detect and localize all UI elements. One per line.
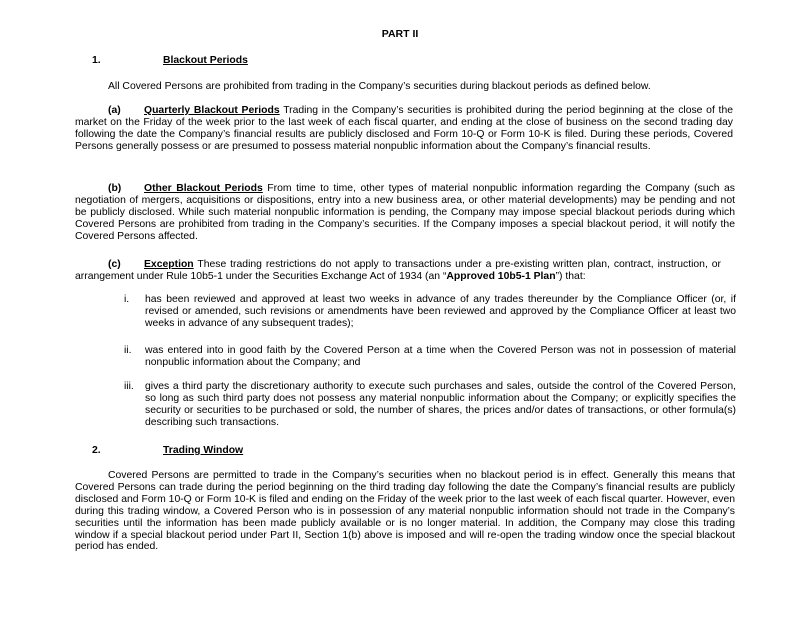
section-1-heading: [92, 55, 248, 67]
subsection-c-title: Exception: [144, 259, 194, 270]
subsection-c-label: (c): [108, 259, 121, 270]
section-1-number: 1.: [92, 55, 101, 66]
subsection-a-text: Trading in the Company’s securities is prohibited during the period beginning at the close of the market on the Friday of the week prior to the last week of each fiscal quarter, and ending at the close of business on the second trading day following the date the Company’s financial results are publicly disclosed and Form 10-Q or Form 10-K is filed. During these periods, Covered Persons generally possess or are presumed to possess material nonpublic information about the Company’s financial results.: [75, 105, 734, 152]
section-1-intro: [75, 81, 755, 93]
subsection-c: [75, 259, 721, 283]
exception-item-iii-numeral: iii.: [124, 381, 134, 392]
exception-item-i-text: has been reviewed and approved at least two weeks in advance of any trades thereunder by the Compliance Officer (or, if revised or amended, such revisions or amendments have been reviewed and approved by the Compliance Officer at least two weeks in advance of any subsequent trades);: [145, 294, 736, 329]
exception-item-iii-text: gives a third party the discretionary authority to execute such purchases and sales, outside the control of the Covered Person, so long as such third party does not possess any material nonpublic information about the Company; or explicitly specifies the security or securities to be purchased or sold, the number of shares, the prices and/or dates of transactions, or other formula(s) describing such transactions.: [145, 381, 736, 428]
subsection-b: [75, 183, 735, 243]
section-2-number: 2.: [92, 445, 101, 456]
section-2-text: Covered Persons are permitted to trade in the Company’s securities when no blackout period is in effect. Generally this means that Covered Persons can trade during the period beginning on the third trading day following the date the Company’s financial results are publicly disclosed and Form 10-Q or Form 10-K is filed and ending on the Friday of the week prior to the last week of each fiscal quarter. However, even during this trading window, a Covered Person who is in possession of any material nonpublic information should not trade in the Company’s securities until the information has been made publicly available or is no longer material. In addition, the Company may close this trading window if a special blackout period under Part II, Section 1(b) above is imposed and will re-open the trading window once the special blackout period has ended.: [75, 470, 735, 553]
subsection-a: [75, 105, 733, 153]
subsection-b-label: (b): [108, 183, 122, 194]
exception-item-i-numeral: i.: [124, 294, 130, 305]
section-2-heading: [92, 445, 243, 457]
section-1-title: Blackout Periods: [163, 55, 248, 66]
exception-item-ii-text: was entered into in good faith by the Covered Person at a time when the Covered Person was not in possession of material nonpublic information about the Company; and: [145, 345, 736, 368]
section-1-intro-text: All Covered Persons are prohibited from trading in the Company’s securities during blackout periods as defined below.: [108, 81, 651, 92]
subsection-b-title: Other Blackout Periods: [144, 183, 263, 194]
subsection-a-label: (a): [108, 105, 121, 116]
exception-item-ii-numeral: ii.: [124, 345, 132, 356]
section-2-title: Trading Window: [163, 445, 244, 456]
subsection-c-defined-term: Approved 10b5-1 Plan: [446, 270, 556, 282]
subsection-c-text-after: ”) that:: [555, 270, 586, 282]
part-title: PART II: [381, 28, 419, 40]
section-2-body: [75, 470, 735, 553]
subsection-a-title: Quarterly Blackout Periods: [144, 105, 280, 116]
subsection-b-text: From time to time, other types of material nonpublic information regarding the Company (such as negotiation of mergers, acquisitions or dispositions, entry into a new business area, or other material developments) may be pending and not be publicly disclosed. While such material nonpublic information is pending, the Company may impose special blackout periods during which Covered Persons are prohibited from trading in the Company’s securities. If the Company imposes a special blackout period, it will notify the Covered Persons affected.: [75, 183, 735, 242]
subsection-c-text-before: These trading restrictions do not apply to transactions under a pre-existing written plan, contract, instruction, or arrangement under Rule 10b5-1 under the Securities Exchange Act of 1934 (an “: [75, 259, 721, 282]
